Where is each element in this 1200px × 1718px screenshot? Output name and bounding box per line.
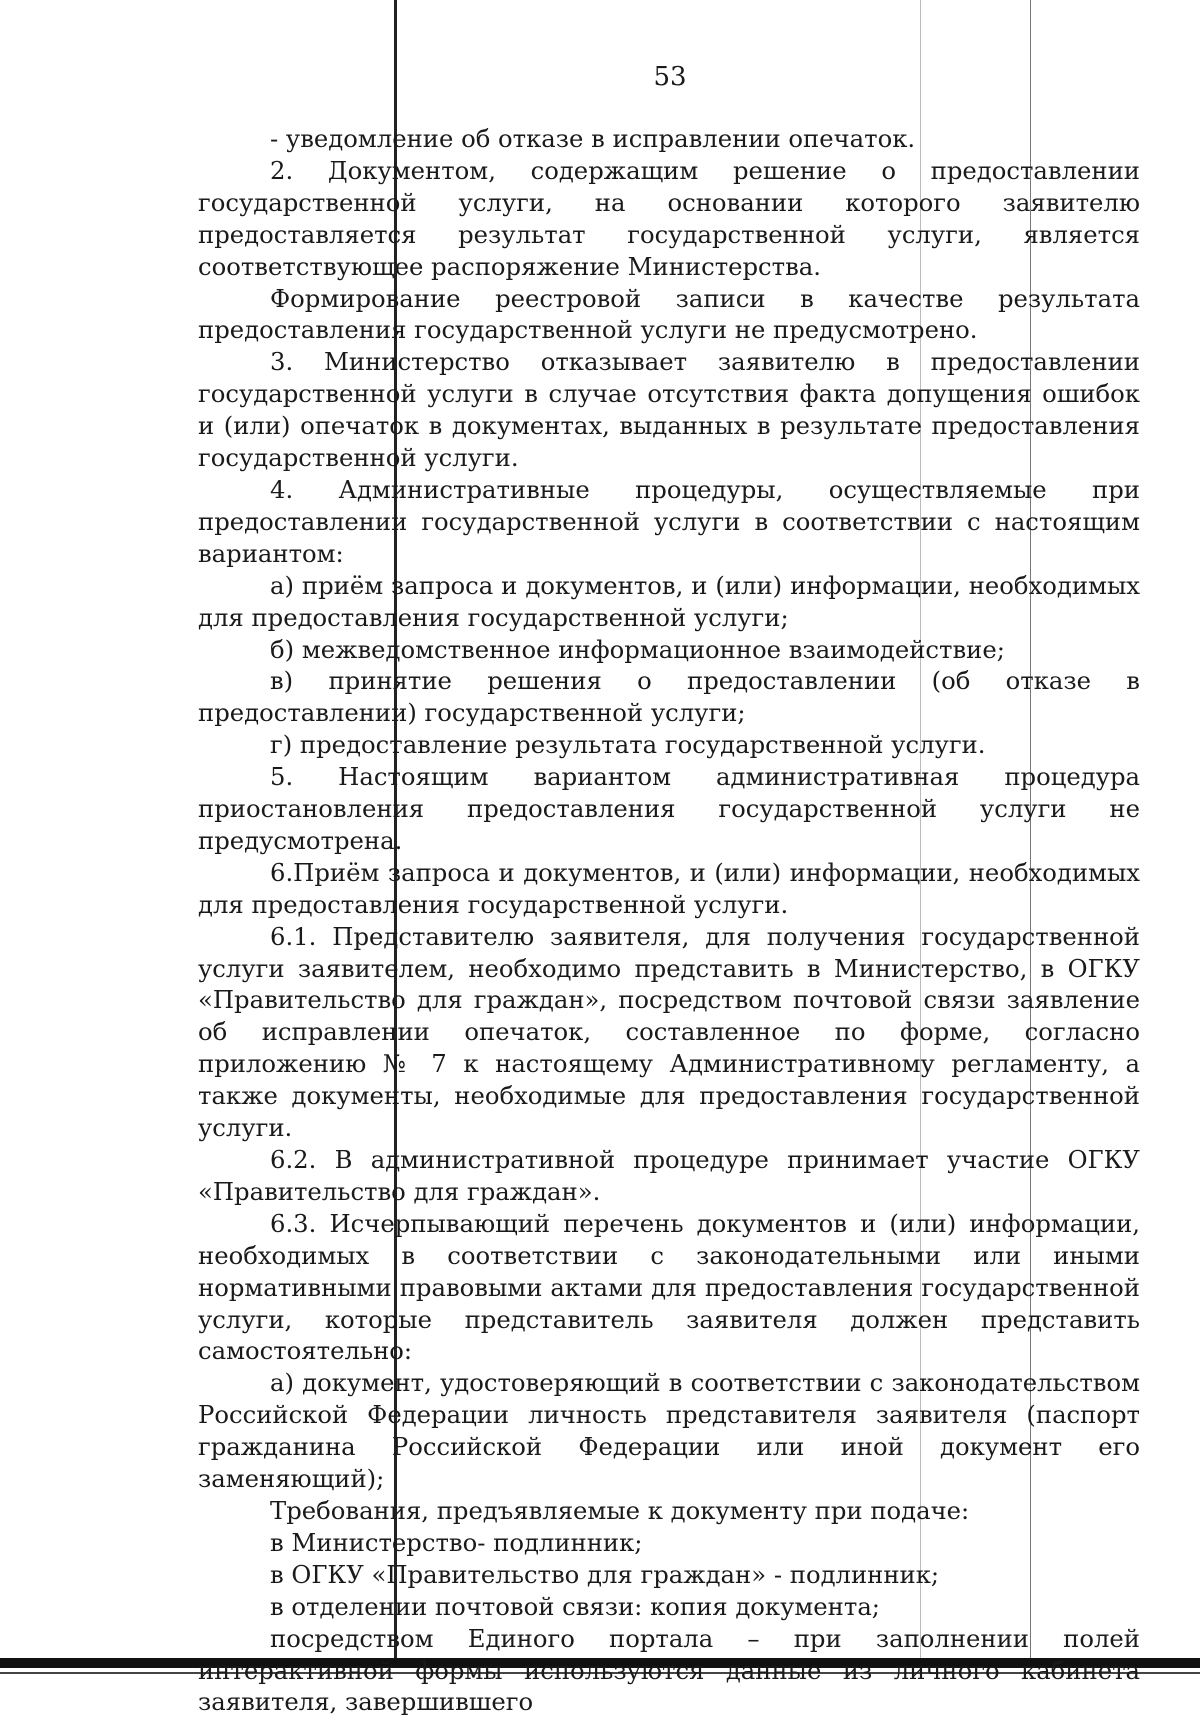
paragraph: 6.1. Представителю заявителя, для получения государственной услуги заявителем, необходимо представить в Министерство, в ОГКУ «Правительство для граждан», посредством почтовой связи заявление об исправлении опечаток, составленное по форме, согласно приложению № 7 к настоящему Административному регламенту, а также документы, необходимые для предоставления государственной услуги. bbox=[198, 921, 1140, 1143]
paragraph: 4. Административные процедуры, осуществляемые при предоставлении государственной услуги в соответствии с настоящим вариантом: bbox=[198, 474, 1140, 568]
paragraph: 2. Документом, содержащим решение о предоставлении государственной услуги, на основании которого заявителю предоставляется результат государственной услуги, является соответствующее распоряжение Министерства. bbox=[198, 155, 1140, 281]
document-body bbox=[198, 123, 1140, 1718]
paragraph: 5. Настоящим вариантом административная процедура приостановления предоставления государственной услуги не предусмотрена. bbox=[198, 762, 1140, 855]
paragraph: - уведомление об отказе в исправлении опечаток. bbox=[270, 124, 916, 153]
paragraph: 6.3. Исчерпывающий перечень документов и (или) информации, необходимых в соответствии с законодательными или иными нормативными правовыми актами для предоставления государственной услуги, которые представитель заявителя должен представить самостоятельно: bbox=[198, 1208, 1140, 1366]
paragraph: 3. Министерство отказывает заявителю в предоставлении государственной услуги в случае отсутствия факта допущения ошибок и (или) опечаток в документах, выданных в результате предоставления государственной услуги. bbox=[198, 347, 1140, 473]
paragraph: 6.2. В административной процедуре принимает участие ОГКУ «Правительство для граждан». bbox=[198, 1145, 1140, 1206]
paragraph: в отделении почтовой связи: копия документа; bbox=[270, 1591, 880, 1621]
paragraph: а) приём запроса и документов, и (или) информации, необходимых для предоставления государственной услуги; bbox=[198, 570, 1140, 632]
paragraph: в) принятие решения о предоставлении (об отказе в предоставлении) государственной услуги; bbox=[198, 666, 1140, 728]
paragraph: в Министерство- подлинник; bbox=[270, 1527, 643, 1557]
paragraph: а) документ, удостоверяющий в соответствии с законодательством Российской Федерации личность представителя заявителя (паспорт гражданина Российской Федерации или иной документ его заменяющий); bbox=[198, 1368, 1140, 1494]
page-number: 53 bbox=[653, 62, 687, 92]
paragraph: г) предоставление результата государственной услуги. bbox=[270, 730, 986, 760]
paragraph: б) межведомственное информационное взаимодействие; bbox=[270, 634, 1005, 664]
paragraph: 6.Приём запроса и документов, и (или) информации, необходимых для предоставления государственной услуги. bbox=[198, 857, 1140, 919]
paragraph: посредством Единого портала – при заполнении полей интерактивной формы используются данные из личного кабинета заявителя, завершившего bbox=[198, 1623, 1140, 1717]
paragraph: в ОГКУ «Правительство для граждан» - подлинник; bbox=[270, 1559, 940, 1589]
paragraph: Требования, предъявляемые к документу при подаче: bbox=[270, 1495, 970, 1525]
paragraph: Формирование реестровой записи в качестве результата предоставления государственной услуги не предусмотрено. bbox=[198, 283, 1140, 345]
